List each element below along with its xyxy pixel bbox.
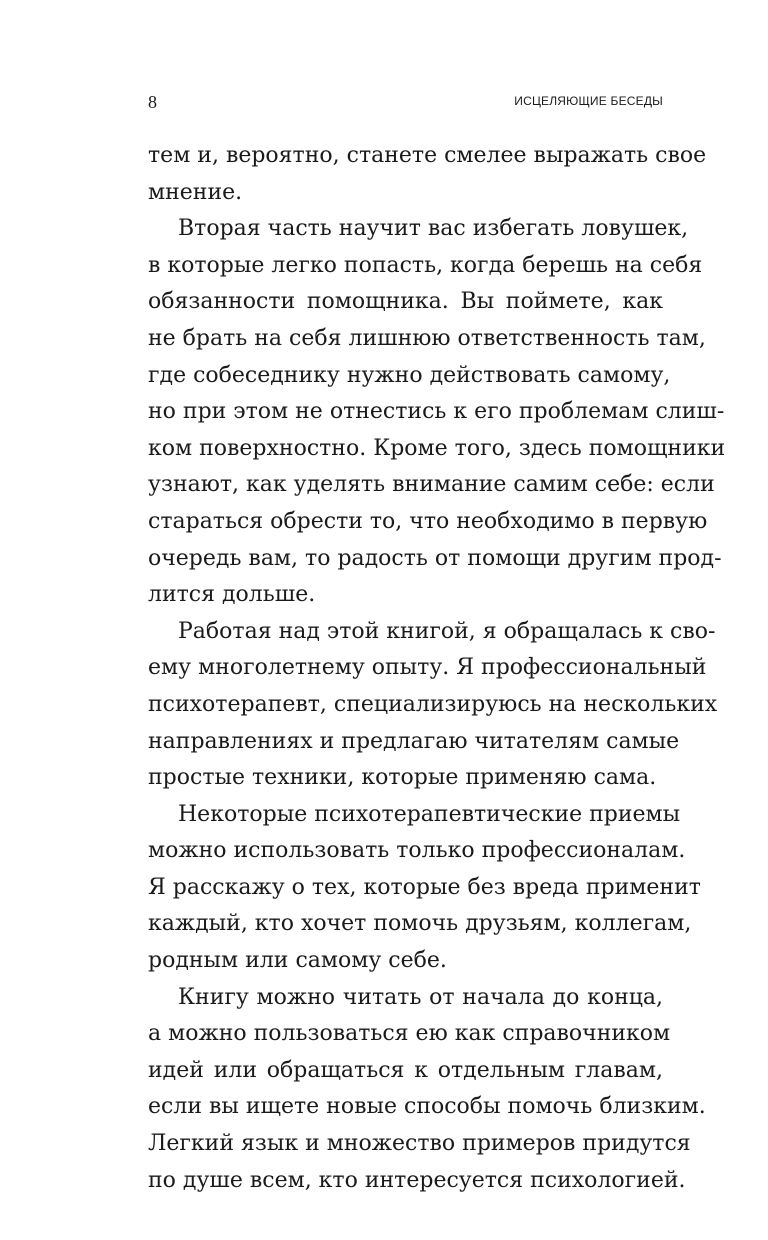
text-line: но при этом не отнестись к его проблемам слиш- — [148, 399, 725, 425]
text-line: лится дольше. — [148, 582, 316, 608]
text-line: Работая над этой книгой, я обращалась к сво- — [178, 618, 716, 644]
text-line: мнение. — [148, 179, 243, 205]
text-line: Вторая часть научит вас избегать ловушек, — [178, 216, 689, 242]
text-line: по душе всем, кто интересуется психологией. — [148, 1167, 686, 1193]
paragraph — [148, 797, 701, 980]
running-head — [148, 92, 663, 116]
text-line: Я расскажу о тех, которые без вреда применит — [148, 874, 701, 900]
text-line: направлениях и предлагаю читателям самые — [148, 728, 680, 754]
text-line: идей или обращаться к отдельным главам, — [148, 1057, 663, 1083]
paragraph — [148, 980, 706, 1200]
text-line: каждый, кто хочет помочь друзьям, коллегам, — [148, 911, 692, 937]
text-line: Книгу можно читать от начала до конца, — [178, 984, 663, 1010]
text-line: родным или самому себе. — [148, 948, 447, 974]
text-line: узнают, как уделять внимание самим себе: если — [148, 472, 715, 498]
text-line: простые техники, которые применяю сама. — [148, 765, 657, 791]
body-text — [148, 138, 726, 1199]
text-line: стараться обрести то, что необходимо в первую — [148, 508, 708, 534]
text-line: Легкий язык и множество примеров придутся — [148, 1131, 691, 1157]
text-line: ему многолетнему опыту. Я профессиональный — [148, 655, 707, 681]
page-number: 8 — [148, 92, 157, 112]
text-line: очередь вам, то радость от помощи другим прод- — [148, 545, 722, 571]
text-line: обязанности помощника. Вы поймете, как — [148, 289, 663, 315]
text-line: психотерапевт, специализируюсь на нескольких — [148, 691, 718, 717]
book-title: ИСЦЕЛЯЮЩИЕ БЕСЕДЫ — [514, 94, 663, 108]
text-line: не брать на себя лишнюю ответственность там, — [148, 325, 706, 351]
paragraph — [148, 614, 718, 797]
text-line: где собеседнику нужно действовать самому, — [148, 362, 671, 388]
text-line: если вы ищете новые способы помочь близким. — [148, 1094, 706, 1120]
paragraph — [148, 138, 707, 211]
text-line: Некоторые психотерапевтические приемы — [178, 801, 681, 827]
text-line: ком поверхностно. Кроме того, здесь помощники — [148, 435, 726, 461]
text-line: а можно пользоваться ею как справочником — [148, 1021, 671, 1047]
text-line: можно использовать только профессионалам. — [148, 838, 686, 864]
text-line: тем и, вероятно, станете смелее выражать свое — [148, 143, 707, 168]
text-line: в которые легко попасть, когда берешь на себя — [148, 252, 703, 278]
paragraph — [148, 211, 726, 614]
